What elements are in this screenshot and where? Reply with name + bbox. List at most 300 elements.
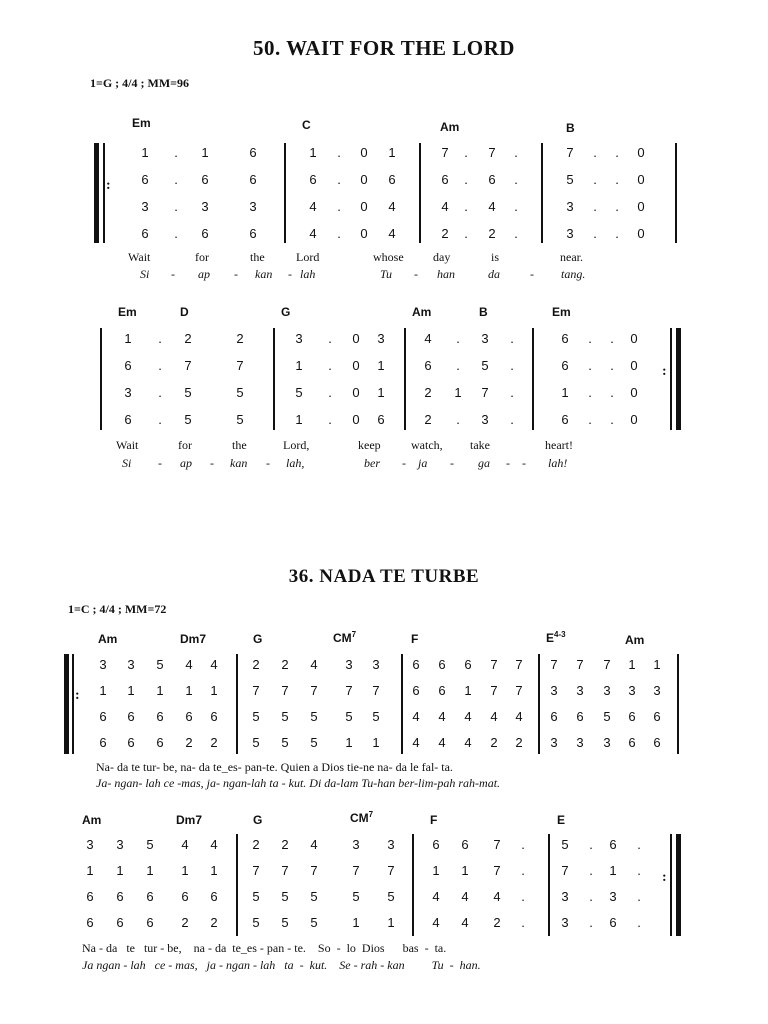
- note: 2: [493, 915, 501, 930]
- note: 6: [550, 709, 558, 724]
- chord-label: Dm7: [176, 813, 203, 827]
- note: .: [615, 145, 619, 160]
- note: 6: [141, 172, 149, 187]
- chord-label: F: [411, 632, 419, 646]
- note: 0: [352, 331, 360, 346]
- note: 6: [438, 683, 446, 698]
- note: 7: [252, 863, 260, 878]
- note: .: [588, 412, 592, 427]
- note: 4: [461, 915, 469, 930]
- note: 7: [566, 145, 574, 160]
- note: 2: [210, 735, 218, 750]
- note: 4: [309, 199, 317, 214]
- note: 2: [424, 385, 432, 400]
- note: 4: [388, 199, 396, 214]
- note: 3: [628, 683, 636, 698]
- chord-label: G: [253, 632, 263, 646]
- note: 1: [146, 863, 154, 878]
- note: .: [337, 199, 341, 214]
- note: 5: [310, 735, 318, 750]
- note: 6: [388, 172, 396, 187]
- note: .: [456, 358, 460, 373]
- note: 5: [252, 735, 260, 750]
- note: .: [514, 172, 518, 187]
- note: 6: [461, 837, 469, 852]
- note: 6: [146, 889, 154, 904]
- note: 3: [561, 889, 569, 904]
- note: 4: [412, 735, 420, 750]
- note: 6: [156, 709, 164, 724]
- chord-superscript: 7: [368, 810, 374, 819]
- note: 5: [146, 837, 154, 852]
- lyric: ber: [364, 456, 380, 470]
- note: 5: [310, 915, 318, 930]
- lyric: Si: [140, 267, 150, 281]
- note: .: [589, 889, 593, 904]
- lyric: -: [288, 267, 292, 281]
- note: 1: [309, 145, 317, 160]
- note: 5: [310, 889, 318, 904]
- note: 5: [310, 709, 318, 724]
- lyric: for: [195, 250, 209, 264]
- note: 6: [561, 358, 569, 373]
- note: 6: [412, 683, 420, 698]
- note: .: [158, 412, 162, 427]
- note: 5: [184, 385, 192, 400]
- note: 0: [637, 145, 645, 160]
- note: 6: [146, 915, 154, 930]
- note: 7: [441, 145, 449, 160]
- chord-label: E: [557, 813, 566, 827]
- note: 6: [99, 709, 107, 724]
- chord-label: Am: [412, 305, 432, 319]
- note: 7: [515, 657, 523, 672]
- note: .: [456, 412, 460, 427]
- song-meta: 1=C ; 4/4 ; MM=72: [68, 602, 167, 616]
- note: 3: [116, 837, 124, 852]
- note: 1: [464, 683, 472, 698]
- lyric: Si: [122, 456, 132, 470]
- note: 3: [576, 683, 584, 698]
- note: .: [637, 863, 641, 878]
- note: 4: [309, 226, 317, 241]
- lyric: han: [437, 267, 455, 281]
- note: .: [464, 172, 468, 187]
- note: 1: [201, 145, 209, 160]
- note-row: [0, 735, 768, 755]
- note: 6: [628, 709, 636, 724]
- chord-label: D: [180, 305, 189, 319]
- lyric: ja: [418, 456, 428, 470]
- chord-superscript: 4-3: [554, 630, 566, 639]
- note: .: [610, 331, 614, 346]
- note: 3: [249, 199, 257, 214]
- note: 4: [441, 199, 449, 214]
- chord-label: Em: [132, 116, 151, 130]
- chord-label: Em: [118, 305, 137, 319]
- lyric: kan: [255, 267, 273, 281]
- note-row: [0, 331, 768, 351]
- note: 7: [387, 863, 395, 878]
- note: .: [589, 915, 593, 930]
- note: 6: [609, 915, 617, 930]
- note: .: [158, 385, 162, 400]
- note: .: [615, 226, 619, 241]
- note: 5: [236, 412, 244, 427]
- note: .: [328, 331, 332, 346]
- note: 6: [210, 709, 218, 724]
- note: 7: [345, 683, 353, 698]
- note-row: [0, 683, 768, 703]
- note: 6: [116, 915, 124, 930]
- note: 7: [490, 683, 498, 698]
- note: .: [610, 385, 614, 400]
- note: 7: [493, 837, 501, 852]
- lyric: -: [414, 267, 418, 281]
- lyric: lah: [300, 267, 316, 281]
- note: .: [510, 385, 514, 400]
- lyric: watch,: [411, 438, 443, 452]
- note: 3: [124, 385, 132, 400]
- note-row: [0, 172, 768, 192]
- lyric: keep: [358, 438, 381, 452]
- note: 6: [438, 657, 446, 672]
- lyric: Wait: [128, 250, 151, 264]
- repeat-dots: :: [106, 178, 111, 193]
- lyric: the: [250, 250, 265, 264]
- note: 3: [481, 412, 489, 427]
- note: 4: [310, 657, 318, 672]
- note: 2: [515, 735, 523, 750]
- note: 7: [310, 683, 318, 698]
- note-row: [0, 358, 768, 378]
- lyric-line: Na- da te tur- be, na- da te_es- pan-te. Quien a Dios tie-ne na- da le fal- ta.: [96, 760, 453, 774]
- chord-label: Em: [552, 305, 571, 319]
- note: 5: [252, 889, 260, 904]
- note: 1: [352, 915, 360, 930]
- note: 5: [566, 172, 574, 187]
- note: 5: [372, 709, 380, 724]
- note: 3: [86, 837, 94, 852]
- note: 5: [281, 889, 289, 904]
- note: 6: [201, 172, 209, 187]
- chord-name: CM: [333, 631, 352, 645]
- note: 3: [352, 837, 360, 852]
- note: .: [337, 172, 341, 187]
- note: .: [328, 412, 332, 427]
- note: 4: [181, 837, 189, 852]
- note: 7: [352, 863, 360, 878]
- note-row: [0, 837, 768, 857]
- chord-label: Am: [625, 633, 645, 647]
- note: 4: [210, 837, 218, 852]
- note: .: [514, 226, 518, 241]
- note: 1: [124, 331, 132, 346]
- note: 7: [184, 358, 192, 373]
- note: 6: [127, 735, 135, 750]
- note: 4: [210, 657, 218, 672]
- lyric: -: [530, 267, 534, 281]
- note-row: [0, 226, 768, 246]
- note: .: [158, 331, 162, 346]
- lyric: the: [232, 438, 247, 452]
- note: 6: [249, 172, 257, 187]
- chord-label: [350, 810, 373, 825]
- note: 3: [603, 735, 611, 750]
- note: 0: [360, 226, 368, 241]
- note: 6: [561, 412, 569, 427]
- note: 6: [464, 657, 472, 672]
- repeat-dots: :: [662, 870, 667, 885]
- note: 4: [464, 735, 472, 750]
- note: .: [521, 915, 525, 930]
- note: 6: [441, 172, 449, 187]
- note: .: [328, 385, 332, 400]
- note: 5: [481, 358, 489, 373]
- note: 2: [252, 837, 260, 852]
- note: 1: [653, 657, 661, 672]
- note: 4: [490, 709, 498, 724]
- note: 0: [352, 385, 360, 400]
- repeat-dots: :: [662, 364, 667, 379]
- note: .: [174, 226, 178, 241]
- note: 6: [99, 735, 107, 750]
- lyric: -: [158, 456, 162, 470]
- note: 5: [252, 915, 260, 930]
- note: .: [637, 837, 641, 852]
- note: 7: [281, 863, 289, 878]
- note: 6: [210, 889, 218, 904]
- note: 3: [377, 331, 385, 346]
- note-row: [0, 863, 768, 883]
- note: 2: [424, 412, 432, 427]
- note: 1: [372, 735, 380, 750]
- chord-label: C: [302, 118, 311, 132]
- note: 2: [252, 657, 260, 672]
- note: 4: [438, 735, 446, 750]
- note: 0: [630, 358, 638, 373]
- note: 7: [236, 358, 244, 373]
- lyric: kan: [230, 456, 248, 470]
- note: 0: [630, 385, 638, 400]
- note: 4: [185, 657, 193, 672]
- lyric: day: [433, 250, 451, 264]
- note-row: [0, 385, 768, 405]
- note: 6: [201, 226, 209, 241]
- lyric: whose: [373, 250, 404, 264]
- note: 6: [124, 358, 132, 373]
- chord-label: Am: [82, 813, 102, 827]
- note: 1: [210, 683, 218, 698]
- note: 5: [561, 837, 569, 852]
- note: 7: [252, 683, 260, 698]
- note: 3: [295, 331, 303, 346]
- note: 5: [236, 385, 244, 400]
- note: 1: [461, 863, 469, 878]
- note: .: [637, 915, 641, 930]
- lyric: ap: [180, 456, 192, 470]
- note-row: [0, 657, 768, 677]
- note: .: [328, 358, 332, 373]
- note: 7: [561, 863, 569, 878]
- lyric: near.: [560, 250, 583, 264]
- chord-name: E: [546, 631, 555, 645]
- note: 1: [432, 863, 440, 878]
- note: 0: [637, 226, 645, 241]
- note: 3: [609, 889, 617, 904]
- note: .: [593, 145, 597, 160]
- note: 6: [185, 709, 193, 724]
- note: .: [610, 412, 614, 427]
- note: .: [337, 226, 341, 241]
- note: 3: [566, 199, 574, 214]
- lyric: Lord: [296, 250, 320, 264]
- note: .: [514, 145, 518, 160]
- note: 6: [561, 331, 569, 346]
- note: 3: [372, 657, 380, 672]
- note: 1: [377, 358, 385, 373]
- chord-label: [333, 630, 356, 645]
- note: .: [337, 145, 341, 160]
- note: 0: [637, 172, 645, 187]
- note: .: [174, 199, 178, 214]
- note: 1: [127, 683, 135, 698]
- lyric: -: [506, 456, 510, 470]
- lyric: is: [491, 250, 500, 264]
- note: 0: [637, 199, 645, 214]
- note: 7: [372, 683, 380, 698]
- note: 3: [201, 199, 209, 214]
- chord-label: G: [281, 305, 291, 319]
- note: .: [588, 358, 592, 373]
- note: 6: [86, 915, 94, 930]
- note: 6: [249, 145, 257, 160]
- note: .: [588, 385, 592, 400]
- note: 6: [124, 412, 132, 427]
- note: 0: [352, 358, 360, 373]
- note: 1: [99, 683, 107, 698]
- note: 6: [309, 172, 317, 187]
- note: .: [510, 358, 514, 373]
- note: 1: [628, 657, 636, 672]
- note: 1: [561, 385, 569, 400]
- note: .: [521, 889, 525, 904]
- note: 7: [550, 657, 558, 672]
- note: 0: [630, 331, 638, 346]
- note: .: [158, 358, 162, 373]
- note: 6: [576, 709, 584, 724]
- note: .: [593, 172, 597, 187]
- note: .: [593, 226, 597, 241]
- note: .: [464, 145, 468, 160]
- note: 4: [432, 889, 440, 904]
- note: 4: [388, 226, 396, 241]
- note: 4: [493, 889, 501, 904]
- note: 6: [181, 889, 189, 904]
- lyric: Tu: [380, 267, 393, 281]
- note: 6: [432, 837, 440, 852]
- note: 0: [352, 412, 360, 427]
- note-row: [0, 889, 768, 909]
- note: 2: [490, 735, 498, 750]
- note: 1: [387, 915, 395, 930]
- lyric: ga: [478, 456, 490, 470]
- note: 3: [345, 657, 353, 672]
- lyric: ap: [198, 267, 210, 281]
- lyric: da: [488, 267, 500, 281]
- chord-label: G: [253, 813, 263, 827]
- note: 1: [156, 683, 164, 698]
- lyric: -: [522, 456, 526, 470]
- chord-label: Am: [98, 632, 118, 646]
- note: .: [637, 889, 641, 904]
- note: 4: [432, 915, 440, 930]
- note: .: [510, 412, 514, 427]
- note: 6: [609, 837, 617, 852]
- chord-label: Am: [440, 120, 460, 134]
- note: 2: [441, 226, 449, 241]
- note: 3: [387, 837, 395, 852]
- note: 6: [86, 889, 94, 904]
- note: .: [615, 172, 619, 187]
- lyric: -: [171, 267, 175, 281]
- note: 7: [488, 145, 496, 160]
- note: 1: [388, 145, 396, 160]
- note-row: [0, 145, 768, 165]
- note: 6: [116, 889, 124, 904]
- lyric: lah!: [548, 456, 568, 470]
- note: 0: [360, 145, 368, 160]
- lyric-line: Ja ngan - lah ce - mas, ja - ngan - lah ta - kut. Se - rah - kan Tu - han.: [82, 958, 481, 972]
- note-row: [0, 199, 768, 219]
- note-row: [0, 915, 768, 935]
- lyric: for: [178, 438, 192, 452]
- note: 3: [653, 683, 661, 698]
- note: 4: [488, 199, 496, 214]
- lyric: -: [402, 456, 406, 470]
- note-row: [0, 412, 768, 432]
- note: 6: [653, 735, 661, 750]
- note: 1: [116, 863, 124, 878]
- note: 1: [295, 358, 303, 373]
- note: 6: [488, 172, 496, 187]
- note: 3: [550, 735, 558, 750]
- lyric-line: Ja- ngan- lah ce -mas, ja- ngan-lah ta - kut. Di da-lam Tu-han ber-lim-pah rah-mat.: [96, 776, 501, 790]
- lyric: tang.: [561, 267, 586, 281]
- note: 1: [185, 683, 193, 698]
- note: .: [589, 837, 593, 852]
- note: 1: [345, 735, 353, 750]
- note: 5: [281, 915, 289, 930]
- chord-label: F: [430, 813, 438, 827]
- note: 5: [156, 657, 164, 672]
- note: 1: [609, 863, 617, 878]
- note: 6: [628, 735, 636, 750]
- note: 7: [490, 657, 498, 672]
- note: 0: [630, 412, 638, 427]
- note: 6: [156, 735, 164, 750]
- note: 3: [127, 657, 135, 672]
- note: .: [510, 331, 514, 346]
- note: 7: [603, 657, 611, 672]
- note: 5: [345, 709, 353, 724]
- note: 7: [515, 683, 523, 698]
- note: 3: [481, 331, 489, 346]
- note: 5: [295, 385, 303, 400]
- chord-label: B: [479, 305, 488, 319]
- note: 2: [181, 915, 189, 930]
- note: 3: [576, 735, 584, 750]
